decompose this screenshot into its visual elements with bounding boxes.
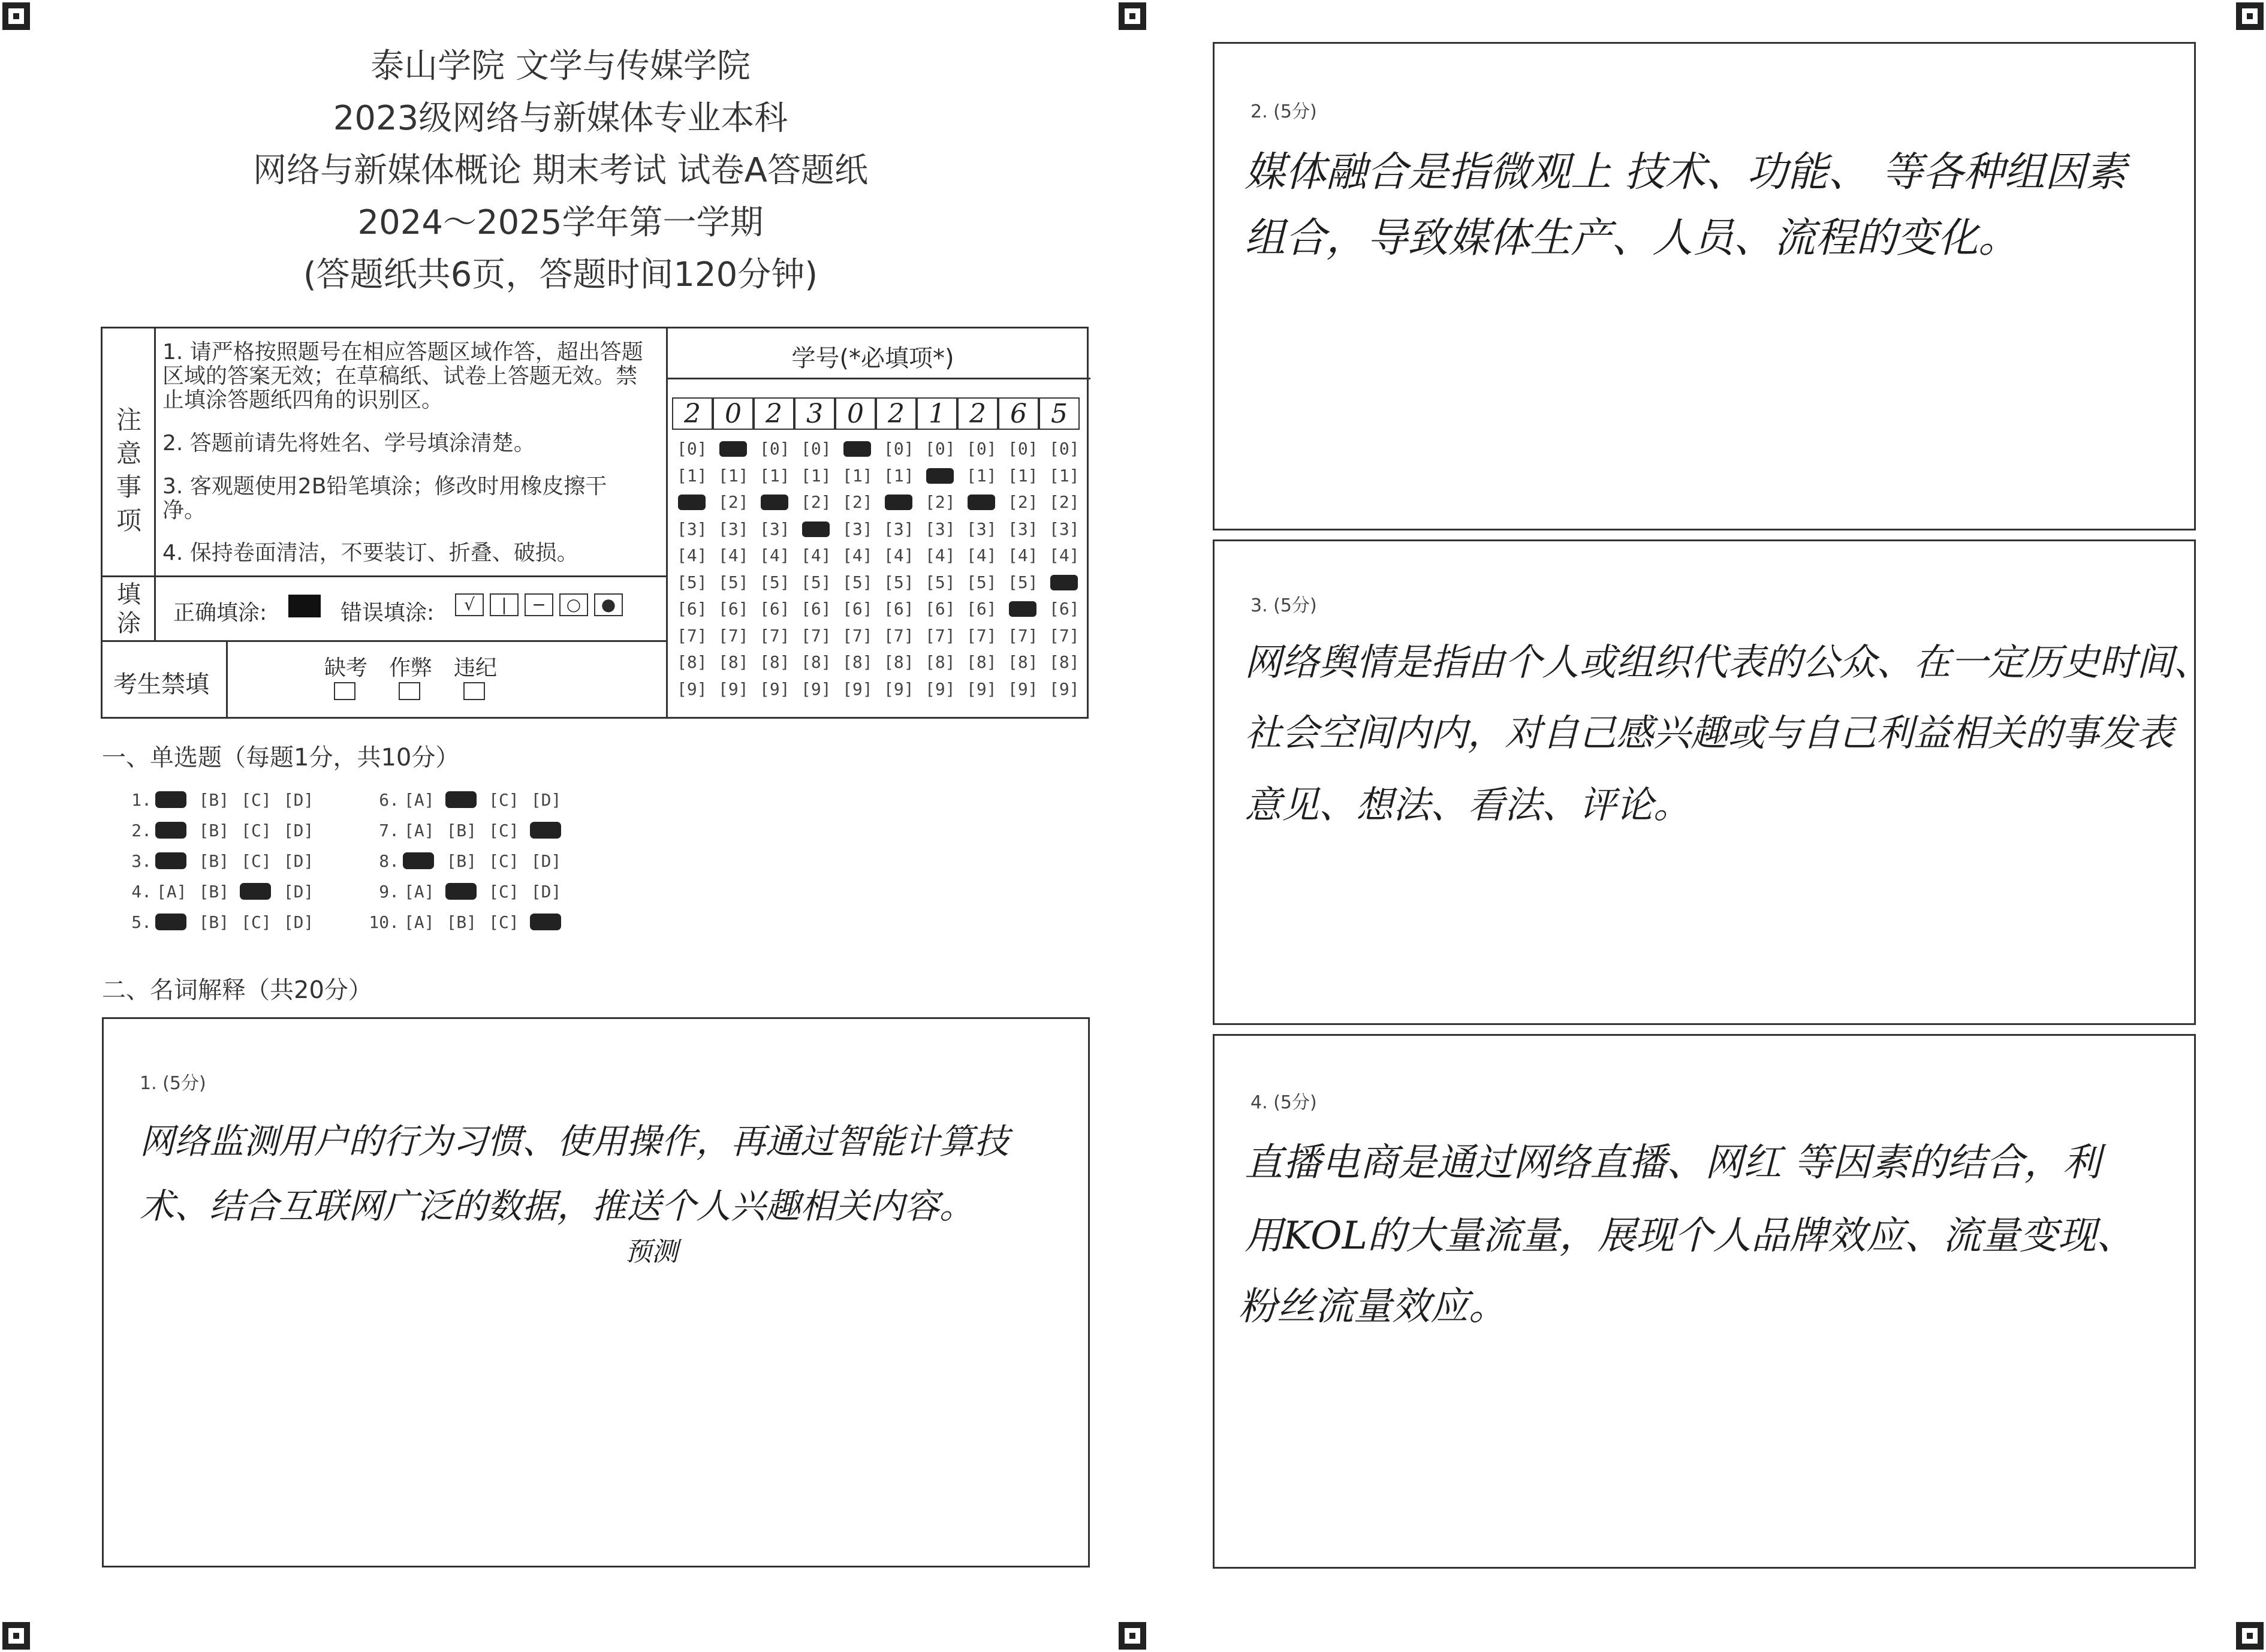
mc-question-number: 10. — [369, 912, 399, 932]
mc-option-bubble[interactable]: [D] — [531, 851, 562, 871]
mc-option-bubble[interactable]: [A] — [404, 790, 435, 810]
answer-box-q4[interactable] — [1213, 1034, 2196, 1569]
student-id-bubble[interactable]: [4] — [884, 545, 914, 565]
student-id-bubble[interactable]: [8] — [718, 652, 749, 672]
wrong-fill-sample: | — [490, 593, 519, 616]
q4-answer-line-2: 用KOL的大量流量，展现个人品牌效应、流量变现、 — [1245, 1214, 2135, 1258]
student-id-bubble[interactable] — [842, 439, 873, 459]
corner-mark-bottom-right — [2236, 1622, 2264, 1650]
student-id-bubble[interactable]: [6] — [966, 599, 997, 619]
student-id-bubble[interactable]: [6] — [718, 599, 749, 619]
student-id-bubble[interactable]: [8] — [677, 652, 707, 672]
student-id-bubble[interactable]: [4] — [760, 545, 790, 565]
mc-question-row — [117, 821, 326, 840]
student-id-bubble[interactable]: [9] — [677, 679, 707, 699]
major-title: 2023级网络与新媒体专业本科 — [333, 99, 788, 138]
student-id-bubble[interactable] — [1049, 572, 1080, 592]
student-id-bubble[interactable]: [8] — [884, 652, 914, 672]
student-id-bubble[interactable]: [1] — [966, 465, 997, 486]
mc-question-row — [358, 790, 573, 810]
student-id-bubble[interactable]: [3] — [966, 518, 997, 539]
student-id-bubble[interactable]: [2] — [1008, 492, 1038, 512]
mc-option-bubble[interactable]: [D] — [283, 851, 314, 871]
mc-option-bubble[interactable]: [D] — [283, 790, 314, 810]
term-section-title: 二、名词解释（共20分） — [102, 976, 372, 1004]
mc-option-bubble[interactable]: [A] — [404, 882, 435, 902]
mc-option-bubble[interactable] — [447, 882, 477, 902]
student-id-digit: 5 — [1039, 397, 1080, 430]
q4-answer-line-3: 粉丝流量效应。 — [1239, 1285, 1507, 1329]
prohibit-label: 考生禁填 — [113, 671, 209, 698]
student-id-bubble[interactable]: [6] — [677, 599, 707, 619]
wrong-fill-sample: − — [525, 593, 553, 616]
mc-option-bubble[interactable]: [A] — [404, 821, 435, 840]
wrong-fill-sample: ● — [594, 593, 623, 616]
prohibit-checkbox[interactable] — [463, 682, 485, 700]
mc-option-bubble[interactable] — [531, 821, 562, 840]
student-id-bubble[interactable]: [0] — [760, 439, 790, 459]
mc-option-bubble[interactable]: [D] — [283, 821, 314, 840]
answer-box-q3[interactable] — [1213, 539, 2211, 1025]
student-id-bubble[interactable]: [3] — [884, 518, 914, 539]
note-3: 3. 客观题使用2B铅笔填涂；修改时用橡皮擦干净。 — [162, 474, 607, 523]
student-id-bubble[interactable]: [3] — [925, 518, 956, 539]
q3-answer-line-3: 意见、想法、看法、评论。 — [1245, 783, 1691, 827]
student-id-bubble[interactable]: [2] — [925, 492, 956, 512]
mc-question-row — [358, 821, 573, 840]
student-id-digit: 1 — [917, 397, 957, 430]
student-id-bubble[interactable]: [7] — [1049, 625, 1080, 646]
student-id-bubble[interactable] — [718, 439, 749, 459]
mc-option-bubble[interactable]: [C] — [241, 790, 272, 810]
corner-mark-top-center — [1119, 2, 1146, 30]
student-id-bubble[interactable]: [3] — [760, 518, 790, 539]
student-id-bubble[interactable]: [1] — [1008, 465, 1038, 486]
student-id-digit: 3 — [794, 397, 835, 430]
student-id-bubble[interactable]: [8] — [801, 652, 831, 672]
mc-option-bubble[interactable] — [447, 790, 477, 810]
student-id-bubble[interactable]: [4] — [1049, 545, 1080, 565]
fill-label: 填 涂 — [117, 581, 141, 637]
wrong-fill-sample: √ — [455, 593, 484, 616]
q3-label: 3. (5分) — [1250, 595, 1317, 616]
student-id-bubble[interactable]: [5] — [718, 572, 749, 592]
school-title: 泰山学院 文学与传媒学院 — [370, 47, 751, 86]
student-id-bubble[interactable]: [4] — [1008, 545, 1038, 565]
student-id-digit: 6 — [998, 397, 1039, 430]
student-id-bubble[interactable]: [5] — [925, 572, 956, 592]
mc-option-bubble[interactable] — [404, 851, 435, 871]
mc-question-row — [117, 851, 326, 871]
student-id-digit: 2 — [754, 397, 794, 430]
student-id-bubble[interactable]: [6] — [760, 599, 790, 619]
note-2: 2. 答题前请先将姓名、学号填涂清楚。 — [162, 431, 535, 456]
student-id-bubble[interactable]: [5] — [801, 572, 831, 592]
q3-answer-line-2: 社会空间内内，对自己感兴趣或与自己利益相关的事发表 — [1245, 711, 2174, 755]
student-id-digit: 2 — [876, 397, 917, 430]
student-id-bubble[interactable]: [7] — [1008, 625, 1038, 646]
student-id-bubble[interactable]: [9] — [966, 679, 997, 699]
q3-answer-line-1: 网络舆情是指由个人或组织代表的公众、在一定历史时间、 — [1245, 640, 2211, 684]
student-id-bubble[interactable]: [7] — [718, 625, 749, 646]
student-id-digit: 2 — [957, 397, 998, 430]
student-id-bubble[interactable]: [0] — [1049, 439, 1080, 459]
student-id-bubble[interactable]: [7] — [842, 625, 873, 646]
mc-option-bubble[interactable]: [C] — [489, 790, 519, 810]
student-id-bubble[interactable]: [9] — [1049, 679, 1080, 699]
mc-question-row — [117, 912, 326, 932]
mc-option-bubble[interactable] — [531, 912, 562, 932]
student-id-bubble[interactable]: [8] — [1008, 652, 1038, 672]
student-id-bubble[interactable]: [4] — [677, 545, 707, 565]
student-id-bubble[interactable]: [3] — [842, 518, 873, 539]
prohibit-option-label: 缺考 — [324, 656, 368, 680]
student-id-bubble[interactable]: [6] — [925, 599, 956, 619]
student-id-bubble[interactable]: [3] — [718, 518, 749, 539]
mc-option-bubble[interactable]: [C] — [241, 851, 272, 871]
student-id-bubble[interactable]: [7] — [884, 625, 914, 646]
student-id-bubble[interactable]: [9] — [760, 679, 790, 699]
student-id-bubble[interactable]: [9] — [884, 679, 914, 699]
sheet-info: (答题纸共6页，答题时间120分钟) — [303, 255, 818, 294]
mc-option-bubble[interactable] — [156, 851, 187, 871]
mc-option-bubble[interactable]: [C] — [241, 912, 272, 932]
student-id-bubble[interactable]: [5] — [760, 572, 790, 592]
mc-option-bubble[interactable]: [B] — [198, 912, 230, 932]
student-id-bubble[interactable]: [0] — [1008, 439, 1038, 459]
student-id-bubble[interactable]: [8] — [760, 652, 790, 672]
q4-label: 4. (5分) — [1250, 1092, 1317, 1113]
student-id-bubble[interactable]: [6] — [801, 599, 831, 619]
student-id-bubble[interactable]: [3] — [677, 518, 707, 539]
mc-option-bubble[interactable]: [D] — [531, 790, 562, 810]
student-id-bubble[interactable]: [7] — [966, 625, 997, 646]
semester-title: 2024～2025学年第一学期 — [357, 203, 764, 242]
mc-option-bubble[interactable]: [B] — [446, 821, 477, 840]
wrong-fill-label: 错误填涂: — [340, 601, 435, 625]
corner-mark-bottom-center — [1119, 1622, 1146, 1650]
student-id-bubble[interactable] — [1008, 599, 1038, 619]
mc-question-number: 5. — [131, 912, 152, 932]
correct-fill-label: 正确填涂: — [173, 601, 267, 625]
student-id-bubble[interactable]: [3] — [1008, 518, 1038, 539]
student-id-bubble[interactable]: [8] — [842, 652, 873, 672]
exam-title: 网络与新媒体概论 期末考试 试卷A答题纸 — [253, 151, 868, 190]
student-id-bubble[interactable]: [0] — [925, 439, 956, 459]
note-4: 4. 保持卷面清洁，不要装订、折叠、破损。 — [162, 541, 578, 565]
mc-option-bubble[interactable]: [C] — [489, 912, 519, 932]
student-id-bubble[interactable] — [801, 519, 831, 539]
instruction-table — [101, 327, 1089, 719]
mc-question-row — [117, 882, 326, 902]
mc-option-bubble[interactable]: [B] — [198, 821, 230, 840]
student-id-bubble[interactable]: [5] — [966, 572, 997, 592]
student-id-bubble[interactable]: [0] — [801, 439, 831, 459]
student-id-bubble[interactable]: [6] — [884, 599, 914, 619]
mc-option-bubble[interactable]: [D] — [531, 882, 562, 902]
mc-option-bubble[interactable]: [C] — [241, 821, 272, 840]
student-id-bubble[interactable]: [1] — [884, 465, 914, 486]
student-id-bubble[interactable]: [8] — [925, 652, 956, 672]
mc-question-number: 1. — [131, 790, 152, 810]
mc-question-number: 7. — [379, 821, 399, 840]
student-id-bubble[interactable]: [2] — [842, 492, 873, 512]
student-id-bubble[interactable]: [4] — [718, 545, 749, 565]
student-id-title: 学号(*必填项*) — [791, 345, 954, 372]
correct-fill-sample — [288, 595, 321, 617]
mc-section-title: 一、单选题（每题1分，共10分） — [102, 744, 460, 771]
student-id-bubble[interactable]: [1] — [842, 465, 873, 486]
mc-question-row — [358, 882, 573, 902]
mc-question-row — [117, 790, 326, 810]
q2-label: 2. (5分) — [1250, 101, 1317, 122]
mc-option-bubble[interactable] — [156, 790, 187, 810]
student-id-bubble[interactable]: [1] — [801, 465, 831, 486]
student-id-bubble[interactable]: [2] — [1049, 492, 1080, 512]
student-id-bubble[interactable]: [6] — [842, 599, 873, 619]
student-id-bubble[interactable]: [8] — [1049, 652, 1080, 672]
mc-option-bubble[interactable]: [D] — [283, 882, 314, 902]
student-id-bubble[interactable]: [5] — [884, 572, 914, 592]
student-id-bubble[interactable]: [4] — [966, 545, 997, 565]
student-id-bubble[interactable]: [9] — [801, 679, 831, 699]
student-id-bubble[interactable]: [9] — [1008, 679, 1038, 699]
wrong-fill-sample: ○ — [559, 593, 588, 616]
student-id-bubble[interactable]: [0] — [884, 439, 914, 459]
q1-answer-line-1: 网络监测用户的行为习惯、使用操作，再通过智能计算技术、结合互联网广泛的数据，推送个人兴趣相关内容。 — [140, 1121, 1010, 1226]
student-id-bubble[interactable]: [4] — [842, 545, 873, 565]
q1-label: 1. (5分) — [140, 1073, 206, 1094]
student-id-bubble[interactable]: [1] — [1049, 465, 1080, 486]
mc-option-bubble[interactable]: [B] — [446, 851, 477, 871]
student-id-bubble[interactable]: [5] — [842, 572, 873, 592]
mc-question-number: 2. — [131, 821, 152, 840]
corner-mark-top-left — [2, 2, 30, 30]
answer-box-q2[interactable] — [1213, 42, 2196, 530]
mc-option-bubble[interactable]: [C] — [489, 882, 519, 902]
prohibit-checkbox[interactable] — [334, 682, 355, 700]
q2-answer-line-1: 媒体融合是指微观上 技术、功能、 等各种组因素 — [1245, 149, 2127, 196]
student-id-bubble[interactable]: [3] — [1049, 518, 1080, 539]
prohibit-option-label: 违纪 — [454, 656, 498, 680]
student-id-bubble[interactable]: [0] — [677, 439, 707, 459]
student-id-bubble[interactable] — [884, 492, 914, 512]
mc-option-bubble[interactable] — [241, 882, 272, 902]
student-id-bubble[interactable] — [925, 466, 956, 486]
corner-mark-top-right — [2236, 2, 2264, 30]
q4-answer-line-1: 直播电商是通过网络直播、网红 等因素的结合，利 — [1245, 1141, 2101, 1185]
answer-box-q1[interactable] — [102, 1017, 1090, 1567]
mc-option-bubble[interactable]: [B] — [198, 790, 230, 810]
mc-option-bubble[interactable]: [A] — [404, 912, 435, 932]
student-id-bubble[interactable] — [760, 492, 790, 512]
student-id-bubble[interactable]: [9] — [718, 679, 749, 699]
student-id-bubble[interactable]: [7] — [760, 625, 790, 646]
corner-mark-bottom-left — [2, 1622, 30, 1650]
mc-question-row — [358, 851, 573, 871]
notes-label: 注 意 事 项 — [116, 405, 141, 535]
student-id-bubble[interactable]: [6] — [1049, 599, 1080, 619]
student-id-bubble[interactable]: [0] — [966, 439, 997, 459]
mc-question-row — [358, 912, 573, 932]
student-id-bubble[interactable]: [5] — [677, 572, 707, 592]
note-1: 1. 请严格按照题号在相应答题区域作答，超出答题区域的答案无效；在草稿纸、试卷上答题无效。禁止填涂答题纸四角的识别区。 — [162, 340, 643, 412]
mc-question-number: 4. — [131, 882, 152, 902]
student-id-digit: 0 — [835, 397, 876, 430]
mc-question-number: 8. — [379, 851, 399, 871]
mc-option-bubble[interactable] — [156, 912, 187, 932]
mc-question-number: 9. — [379, 882, 399, 902]
student-id-bubble[interactable] — [966, 492, 997, 512]
student-id-bubble[interactable]: [7] — [925, 625, 956, 646]
student-id-bubble[interactable]: [4] — [925, 545, 956, 565]
prohibit-option-label: 作弊 — [389, 656, 433, 680]
student-id-digit: 2 — [672, 397, 713, 430]
student-id-bubble[interactable]: [9] — [842, 679, 873, 699]
student-id-bubble[interactable]: [5] — [1008, 572, 1038, 592]
student-id-bubble[interactable]: [7] — [801, 625, 831, 646]
mc-option-bubble[interactable] — [156, 821, 187, 840]
student-id-bubble[interactable]: [9] — [925, 679, 956, 699]
mc-option-bubble[interactable]: [B] — [446, 912, 477, 932]
student-id-bubble[interactable]: [4] — [801, 545, 831, 565]
mc-option-bubble[interactable]: [C] — [489, 821, 519, 840]
student-id-bubble[interactable] — [677, 492, 707, 512]
mc-question-number: 3. — [131, 851, 152, 871]
prohibit-checkbox[interactable] — [399, 682, 420, 700]
student-id-bubble[interactable]: [1] — [760, 465, 790, 486]
student-id-bubble[interactable]: [2] — [801, 492, 831, 512]
student-id-bubble[interactable]: [1] — [718, 465, 749, 486]
mc-option-bubble[interactable]: [C] — [489, 851, 519, 871]
q1-insert-note: 预测 — [625, 1237, 678, 1267]
q2-answer-line-2: 组合，导致媒体生产、人员、流程的变化。 — [1245, 215, 2020, 262]
student-id-bubble[interactable]: [2] — [718, 492, 749, 512]
student-id-bubble[interactable]: [1] — [677, 465, 707, 486]
student-id-digit: 0 — [713, 397, 754, 430]
student-id-bubble[interactable]: [8] — [966, 652, 997, 672]
mc-question-number: 6. — [379, 790, 399, 810]
mc-option-bubble[interactable]: [D] — [283, 912, 314, 932]
mc-option-bubble[interactable]: [B] — [198, 851, 230, 871]
mc-option-bubble[interactable]: [B] — [198, 882, 230, 902]
mc-option-bubble[interactable]: [A] — [156, 882, 187, 902]
student-id-bubble[interactable]: [7] — [677, 625, 707, 646]
